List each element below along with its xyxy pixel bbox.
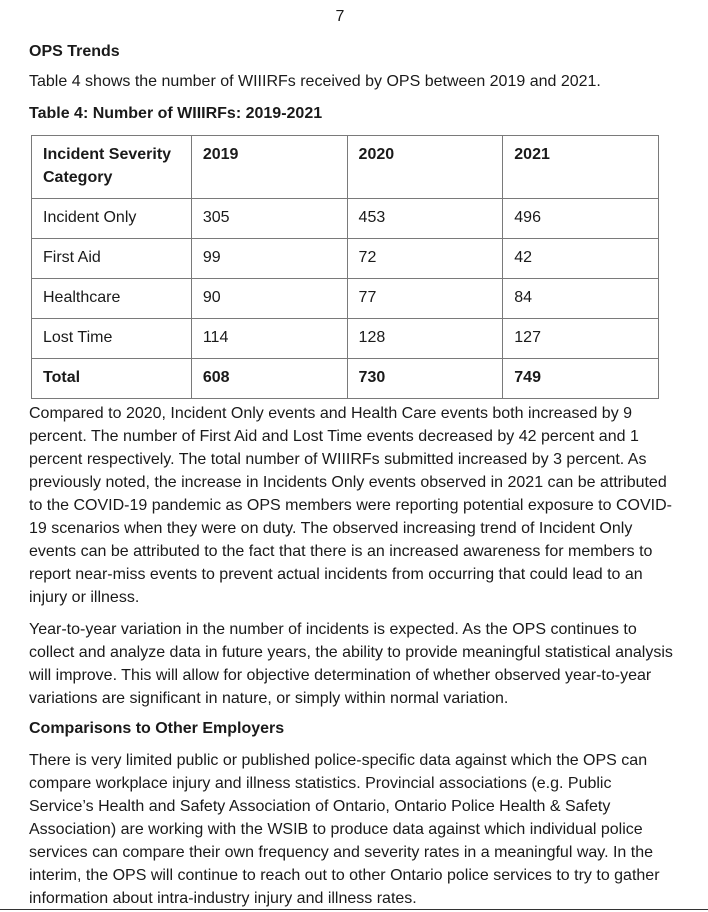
table-row: [32, 239, 659, 279]
page-number: 7: [335, 8, 345, 25]
header-2020: 2020: [347, 136, 503, 199]
row-label: First Aid: [32, 239, 192, 279]
cell-2020: 453: [347, 199, 503, 239]
comparisons-heading: Comparisons to Other Employers: [29, 720, 285, 737]
row-label: Lost Time: [32, 319, 192, 359]
header-2019: 2019: [191, 136, 347, 199]
cell-2020: 730: [347, 359, 503, 399]
table-header-row: [32, 136, 659, 199]
ops-trends-heading: OPS Trends: [29, 43, 120, 60]
cell-2019: 99: [191, 239, 347, 279]
cell-2019: 608: [191, 359, 347, 399]
cell-2021: 84: [503, 279, 659, 319]
cell-2019: 305: [191, 199, 347, 239]
table-row: [32, 319, 659, 359]
cell-2019: 90: [191, 279, 347, 319]
cell-2021: 749: [503, 359, 659, 399]
cell-2020: 77: [347, 279, 503, 319]
row-label: Total: [32, 359, 192, 399]
table-row: [32, 279, 659, 319]
wiiirf-table: [31, 135, 659, 399]
row-label: Incident Only: [32, 199, 192, 239]
variation-paragraph: Year-to-year variation in the number of incidents is expected. As the OPS continues to collect and analyze data in future years, the ability to provide meaningful statistical analysis will improve. This will allow for objective determination of whether observed year-to-year variations are significant in nature, or simply within normal variation.: [29, 621, 673, 707]
page-bottom-rule: [0, 909, 708, 910]
cell-2021: 127: [503, 319, 659, 359]
table-caption: Table 4: Number of WIIIRFs: 2019-2021: [29, 105, 323, 122]
cell-2021: 496: [503, 199, 659, 239]
header-incident-severity-category: Incident Severity Category: [32, 136, 192, 199]
analysis-paragraph: Compared to 2020, Incident Only events and Health Care events both increased by 9 percent. The number of First Aid and Lost Time events decreased by 42 percent and 1 percent respectively. The total number of WIIIRFs submitted increased by 3 percent. As previously noted, the increase in Incidents Only events observed in 2021 can be attributed to the COVID-19 pandemic as OPS members were reporting potential exposure to COVID-19 scenarios when they were on duty. The observed increasing trend of Incident Only events can be attributed to the fact that there is an increased awareness for members to report near-miss events to prevent actual incidents from occurring that could lead to an injury or illness.: [29, 405, 672, 606]
table-intro-text: Table 4 shows the number of WIIIRFs received by OPS between 2019 and 2021.: [29, 73, 601, 90]
header-2021: 2021: [503, 136, 659, 199]
cell-2021: 42: [503, 239, 659, 279]
cell-2019: 114: [191, 319, 347, 359]
cell-2020: 128: [347, 319, 503, 359]
table-total-row: [32, 359, 659, 399]
cell-2020: 72: [347, 239, 503, 279]
row-label: Healthcare: [32, 279, 192, 319]
table-row: [32, 199, 659, 239]
comparisons-paragraph: There is very limited public or published police-specific data against which the OPS can compare workplace injury and illness statistics. Provincial associations (e.g. Public Service’s Health and Safety Association of Ontario, Ontario Police Health & Safety Association) are working with the WSIB to produce data against which individual police services can compare their own frequency and severity rates in a meaningful way. In the interim, the OPS will continue to reach out to other Ontario police services to try to gather information about intra-industry injury and illness rates.: [29, 752, 660, 907]
